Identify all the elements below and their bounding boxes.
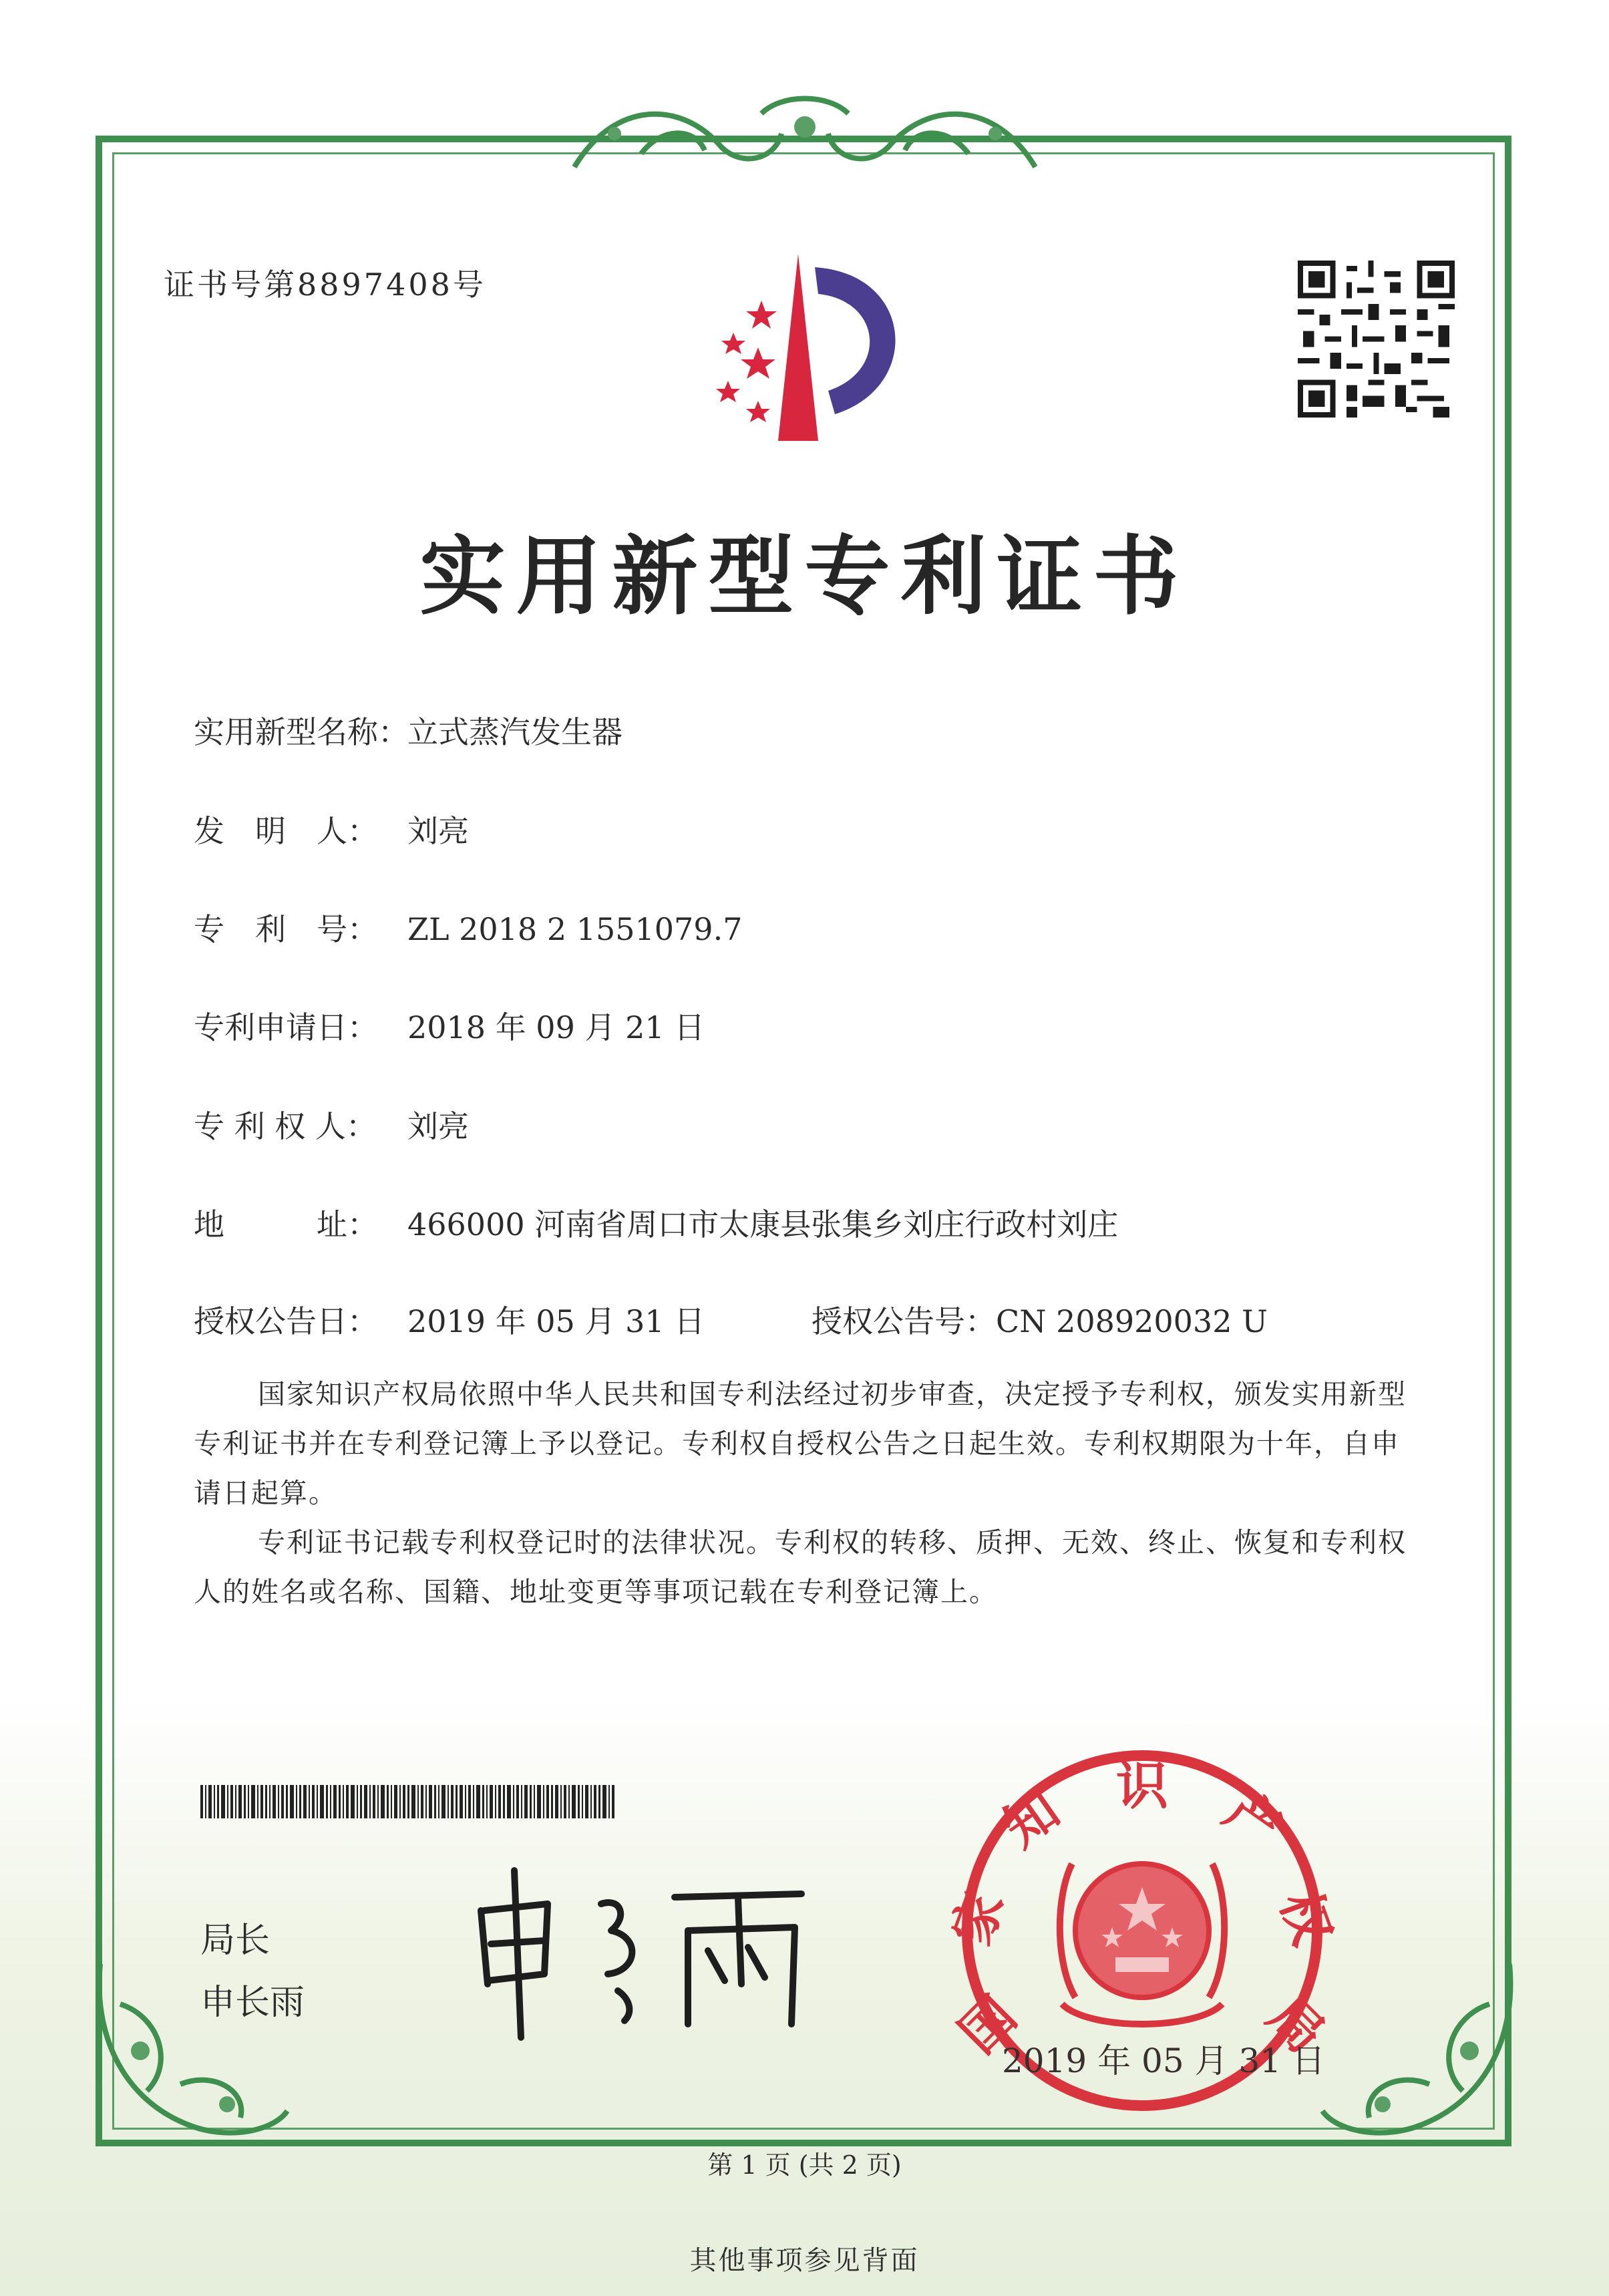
field-announcement-number: [812, 1297, 1268, 1341]
field-value: 2018 年 09 月 21 日: [407, 1009, 705, 1045]
field-label: 地 址：: [194, 1206, 378, 1243]
svg-text:权: 权: [1268, 1883, 1343, 1953]
legal-status-paragraph: 专利证书记载专利权登记时的法律状况。专利权的转移、质押、无效、终止、恢复和专利权人的姓名或名称、国籍、地址变更等事项记载在专利登记簿上。: [194, 1526, 1407, 1608]
svg-text:国: 国: [948, 1985, 1029, 2066]
field-value: ZL 2018 2 1551079.7: [407, 911, 743, 947]
field-value: CN 208920032 U: [996, 1303, 1268, 1339]
field-label: 专 利 权 人：: [194, 1108, 377, 1144]
svg-text:局: 局: [1256, 1985, 1336, 2066]
field-address: [194, 1200, 1118, 1245]
field-value: 刘亮: [407, 1108, 469, 1144]
grant-statement-paragraph: 国家知识产权局依照中华人民共和国专利法经过初步审查，决定授予专利权，颁发实用新型专利证书并在专利登记簿上予以登记。专利权自授权公告之日起生效。专利权期限为十年，自申请日起算。: [194, 1378, 1407, 1509]
field-label: 发 明 人：: [194, 813, 378, 849]
field-utility-model-name: [194, 708, 622, 752]
signatory-title: 局长: [200, 1921, 271, 1961]
certificate-title: 实用新型专利证书: [419, 526, 1190, 627]
svg-text:知: 知: [993, 1780, 1071, 1859]
seal-date: 2019 年 05 月 31 日: [1002, 2041, 1325, 2080]
field-value: 2019 年 05 月 31 日: [407, 1303, 705, 1339]
bottom-right-floral-ornament: [1309, 1951, 1530, 2158]
field-label: 实用新型名称：: [194, 714, 409, 750]
qr-code: [1298, 261, 1455, 418]
footer-note: 其他事项参见背面: [689, 2245, 920, 2276]
field-patentee: [194, 1102, 469, 1146]
signatory-name: 申长雨: [200, 1983, 305, 2023]
field-label: 专 利 号：: [194, 911, 378, 947]
svg-text:产: 产: [1214, 1780, 1291, 1859]
svg-text:识: 识: [1115, 1756, 1169, 1816]
certificate-number: 证书号第8897408号: [164, 267, 486, 303]
field-announcement-date: [194, 1297, 705, 1341]
top-floral-ornament: [561, 87, 1049, 187]
patent-office-logo: [681, 247, 935, 448]
field-value: 刘亮: [407, 813, 469, 849]
field-patent-number: [194, 905, 742, 949]
field-label: 授权公告日：: [194, 1303, 378, 1339]
field-value: 立式蒸汽发生器: [407, 714, 622, 750]
field-label: 专利申请日：: [194, 1009, 378, 1045]
barcode: [200, 1785, 614, 1818]
handwritten-signature: [468, 1857, 828, 2044]
page-number: 第 1 页 (共 2 页): [707, 2150, 902, 2180]
field-label: 授权公告号：: [812, 1303, 996, 1339]
field-application-date: [194, 1003, 705, 1047]
svg-text:家: 家: [941, 1883, 1017, 1953]
field-inventor: [194, 807, 469, 851]
field-value: 466000 河南省周口市太康县张集乡刘庄行政村刘庄: [407, 1206, 1119, 1243]
